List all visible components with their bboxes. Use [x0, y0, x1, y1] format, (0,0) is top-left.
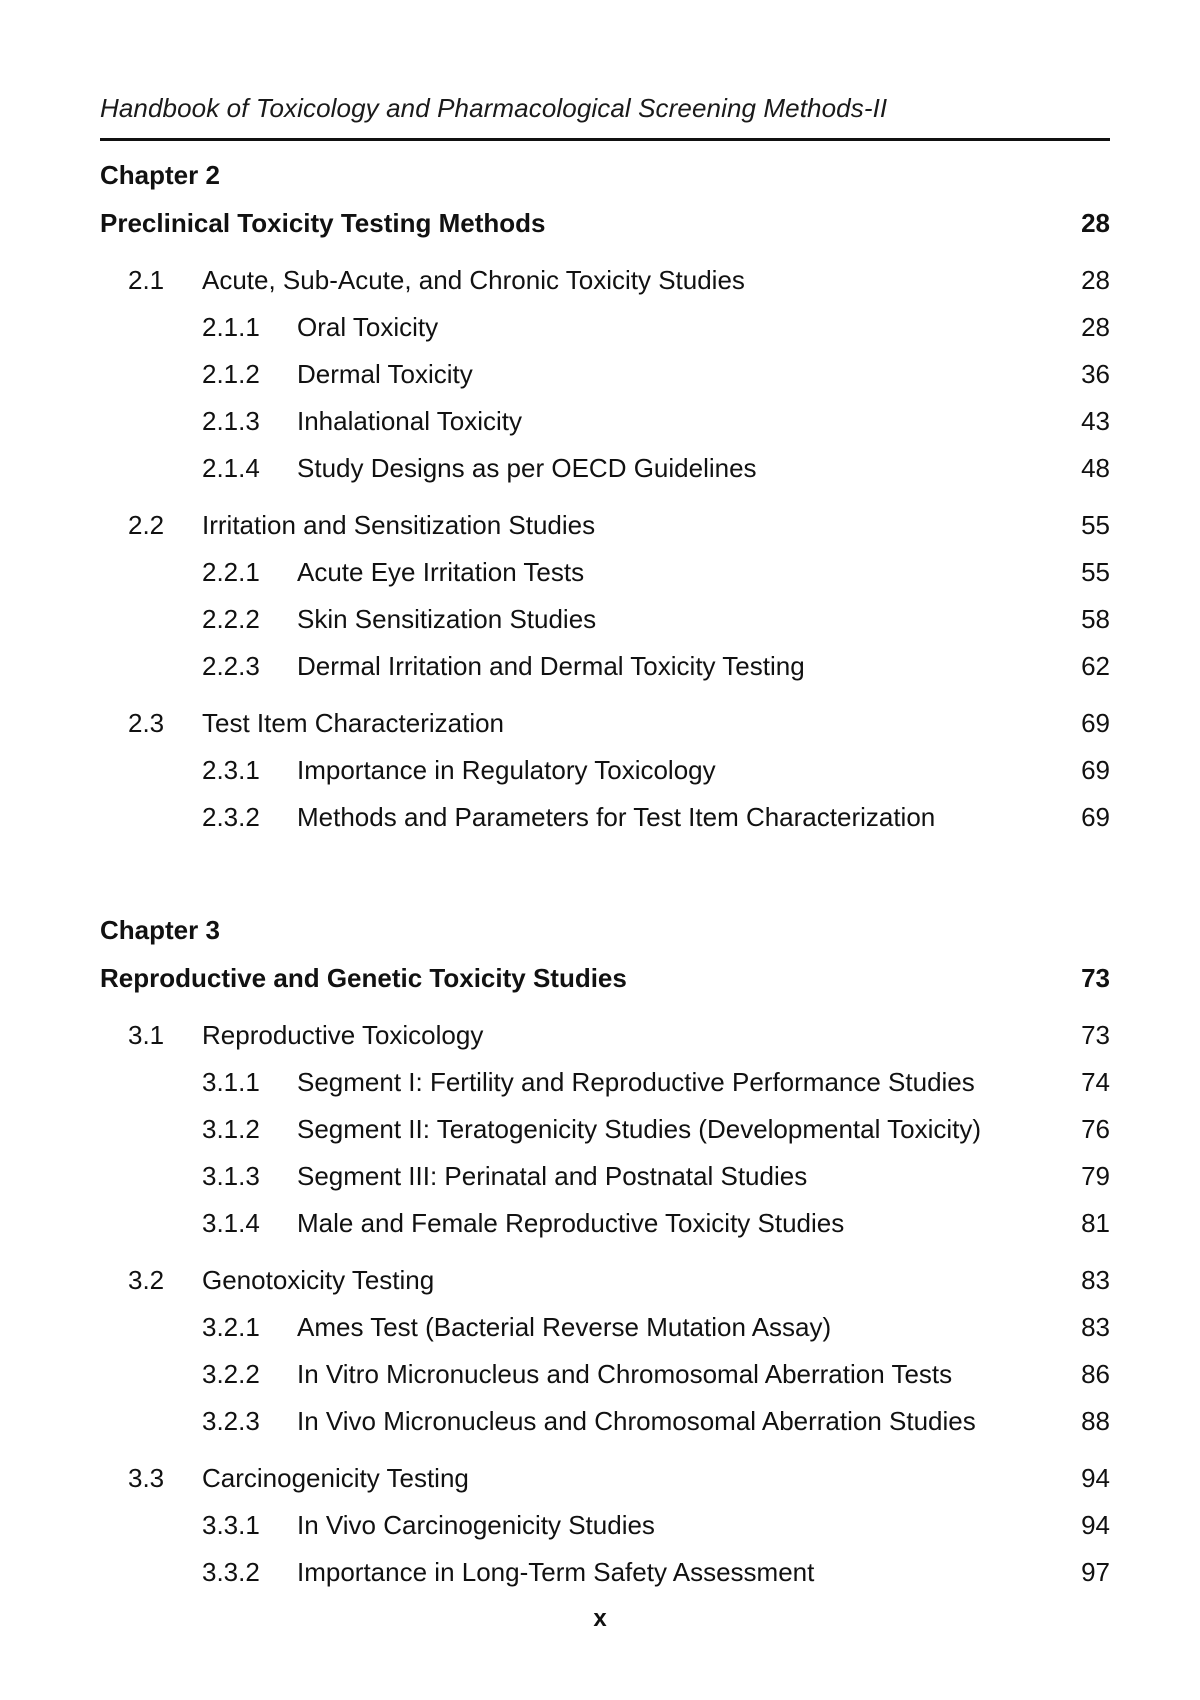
page-number: 94 — [1081, 1463, 1110, 1493]
subsection-title: Inhalational Toxicity — [297, 406, 522, 436]
section-title: Irritation and Sensitization Studies — [202, 510, 596, 540]
toc-section — [100, 700, 1110, 841]
toc-entry-subsection[interactable] — [100, 1304, 1110, 1351]
toc-section — [100, 1012, 1110, 1247]
subsection-title: Importance in Long-Term Safety Assessment — [297, 1557, 815, 1587]
page-number: 69 — [1081, 802, 1110, 832]
chapter-title-row[interactable] — [100, 200, 1110, 247]
subsection-title: Ames Test (Bacterial Reverse Mutation Assay) — [297, 1312, 832, 1342]
toc-entry-subsection[interactable] — [100, 596, 1110, 643]
toc-entry-section[interactable] — [100, 257, 1110, 304]
page-number: 69 — [1081, 755, 1110, 785]
page-folio: x — [593, 1605, 607, 1632]
subsection-number: 3.3.2 — [202, 1557, 260, 1587]
toc-entry-subsection[interactable] — [100, 643, 1110, 690]
page-number: 43 — [1081, 406, 1110, 436]
toc-entry-subsection[interactable] — [100, 1398, 1110, 1445]
page-number: 55 — [1081, 510, 1110, 540]
subsection-title: In Vivo Carcinogenicity Studies — [297, 1510, 655, 1540]
subsection-title: Segment III: Perinatal and Postnatal Studies — [297, 1161, 808, 1191]
subsection-number: 2.2.1 — [202, 557, 260, 587]
toc-entry-section[interactable] — [100, 700, 1110, 747]
subsection-title: Study Designs as per OECD Guidelines — [297, 453, 757, 483]
subsection-number: 3.2.3 — [202, 1406, 260, 1436]
section-number: 3.1 — [128, 1020, 165, 1050]
chapter-block — [100, 905, 1110, 1596]
subsection-number: 2.1.4 — [202, 453, 260, 483]
toc-entry-section[interactable] — [100, 502, 1110, 549]
document-page — [100, 0, 1110, 1700]
toc-entry-subsection[interactable] — [100, 1106, 1110, 1153]
page-number: 97 — [1081, 1557, 1110, 1587]
page-number: 81 — [1081, 1208, 1110, 1238]
section-title: Test Item Characterization — [202, 708, 505, 738]
toc-entry-subsection[interactable] — [100, 1153, 1110, 1200]
toc-entry-section[interactable] — [100, 1012, 1110, 1059]
subsection-title: Acute Eye Irritation Tests — [297, 557, 585, 587]
toc-entry-subsection[interactable] — [100, 747, 1110, 794]
page-number: 58 — [1081, 604, 1110, 634]
page-number: 28 — [1081, 208, 1110, 238]
page-number: 76 — [1081, 1114, 1110, 1144]
subsection-number: 3.1.4 — [202, 1208, 260, 1238]
toc-entry-subsection[interactable] — [100, 549, 1110, 596]
page-number: 55 — [1081, 557, 1110, 587]
page-number: 62 — [1081, 651, 1110, 681]
page-number: 86 — [1081, 1359, 1110, 1389]
page-number: 73 — [1081, 963, 1110, 993]
subsection-number: 2.3.1 — [202, 755, 260, 785]
header-rule — [100, 138, 1110, 141]
subsection-title: Segment I: Fertility and Reproductive Performance Studies — [297, 1067, 975, 1097]
section-number: 2.1 — [128, 265, 165, 295]
subsection-number: 2.2.3 — [202, 651, 260, 681]
page-number: 48 — [1081, 453, 1110, 483]
subsection-number: 2.1.1 — [202, 312, 260, 342]
toc-entry-subsection[interactable] — [100, 1200, 1110, 1247]
page-number: 74 — [1081, 1067, 1110, 1097]
subsection-number: 2.1.3 — [202, 406, 260, 436]
subsection-title: Dermal Irritation and Dermal Toxicity Testing — [297, 651, 805, 681]
toc-entry-subsection[interactable] — [100, 351, 1110, 398]
page-number: 79 — [1081, 1161, 1110, 1191]
toc-section — [100, 257, 1110, 492]
page-number: 28 — [1081, 312, 1110, 342]
chapter-title-row[interactable] — [100, 955, 1110, 1002]
table-of-contents — [100, 150, 1110, 1596]
section-title: Carcinogenicity Testing — [202, 1463, 469, 1493]
toc-entry-subsection[interactable] — [100, 1502, 1110, 1549]
subsection-title: Oral Toxicity — [297, 312, 439, 342]
subsection-number: 2.3.2 — [202, 802, 260, 832]
section-number: 2.3 — [128, 708, 165, 738]
toc-section — [100, 1455, 1110, 1596]
toc-entry-section[interactable] — [100, 1455, 1110, 1502]
toc-entry-subsection[interactable] — [100, 1351, 1110, 1398]
page-number: 88 — [1081, 1406, 1110, 1436]
toc-section — [100, 502, 1110, 690]
subsection-number: 3.1.1 — [202, 1067, 260, 1097]
section-number: 3.3 — [128, 1463, 165, 1493]
subsection-title: Male and Female Reproductive Toxicity Studies — [297, 1208, 845, 1238]
chapter-title: Reproductive and Genetic Toxicity Studies — [100, 963, 627, 993]
subsection-title: Methods and Parameters for Test Item Characterization — [297, 802, 936, 832]
section-number: 3.2 — [128, 1265, 165, 1295]
toc-entry-subsection[interactable] — [100, 794, 1110, 841]
toc-entry-subsection[interactable] — [100, 398, 1110, 445]
page-number: 83 — [1081, 1265, 1110, 1295]
toc-entry-subsection[interactable] — [100, 304, 1110, 351]
chapter-label: Chapter 2 — [100, 160, 220, 190]
section-number: 2.2 — [128, 510, 165, 540]
page-number: 36 — [1081, 359, 1110, 389]
chapter-title: Preclinical Toxicity Testing Methods — [100, 208, 546, 238]
subsection-number: 3.1.2 — [202, 1114, 260, 1144]
section-title: Reproductive Toxicology — [202, 1020, 484, 1050]
subsection-number: 3.1.3 — [202, 1161, 260, 1191]
subsection-number: 3.2.2 — [202, 1359, 260, 1389]
page-number: 94 — [1081, 1510, 1110, 1540]
page-number: 73 — [1081, 1020, 1110, 1050]
chapter-label: Chapter 3 — [100, 915, 220, 945]
toc-entry-subsection[interactable] — [100, 445, 1110, 492]
section-title: Acute, Sub-Acute, and Chronic Toxicity Studies — [202, 265, 745, 295]
subsection-number: 3.2.1 — [202, 1312, 260, 1342]
page-number: 28 — [1081, 265, 1110, 295]
subsection-title: Importance in Regulatory Toxicology — [297, 755, 716, 785]
toc-entry-section[interactable] — [100, 1257, 1110, 1304]
subsection-title: Dermal Toxicity — [297, 359, 473, 389]
toc-entry-subsection[interactable] — [100, 1059, 1110, 1106]
subsection-number: 2.1.2 — [202, 359, 260, 389]
subsection-title: In Vitro Micronucleus and Chromosomal Aberration Tests — [297, 1359, 953, 1389]
page-number: 83 — [1081, 1312, 1110, 1342]
subsection-title: Skin Sensitization Studies — [297, 604, 597, 634]
subsection-title: Segment II: Teratogenicity Studies (Developmental Toxicity) — [297, 1114, 982, 1144]
subsection-number: 2.2.2 — [202, 604, 260, 634]
toc-entry-subsection[interactable] — [100, 1549, 1110, 1596]
subsection-title: In Vivo Micronucleus and Chromosomal Aberration Studies — [297, 1406, 976, 1436]
section-title: Genotoxicity Testing — [202, 1265, 435, 1295]
subsection-number: 3.3.1 — [202, 1510, 260, 1540]
chapter-block — [100, 150, 1110, 841]
toc-section — [100, 1257, 1110, 1445]
running-head: Handbook of Toxicology and Pharmacological Screening Methods-II — [100, 93, 888, 123]
page-number: 69 — [1081, 708, 1110, 738]
